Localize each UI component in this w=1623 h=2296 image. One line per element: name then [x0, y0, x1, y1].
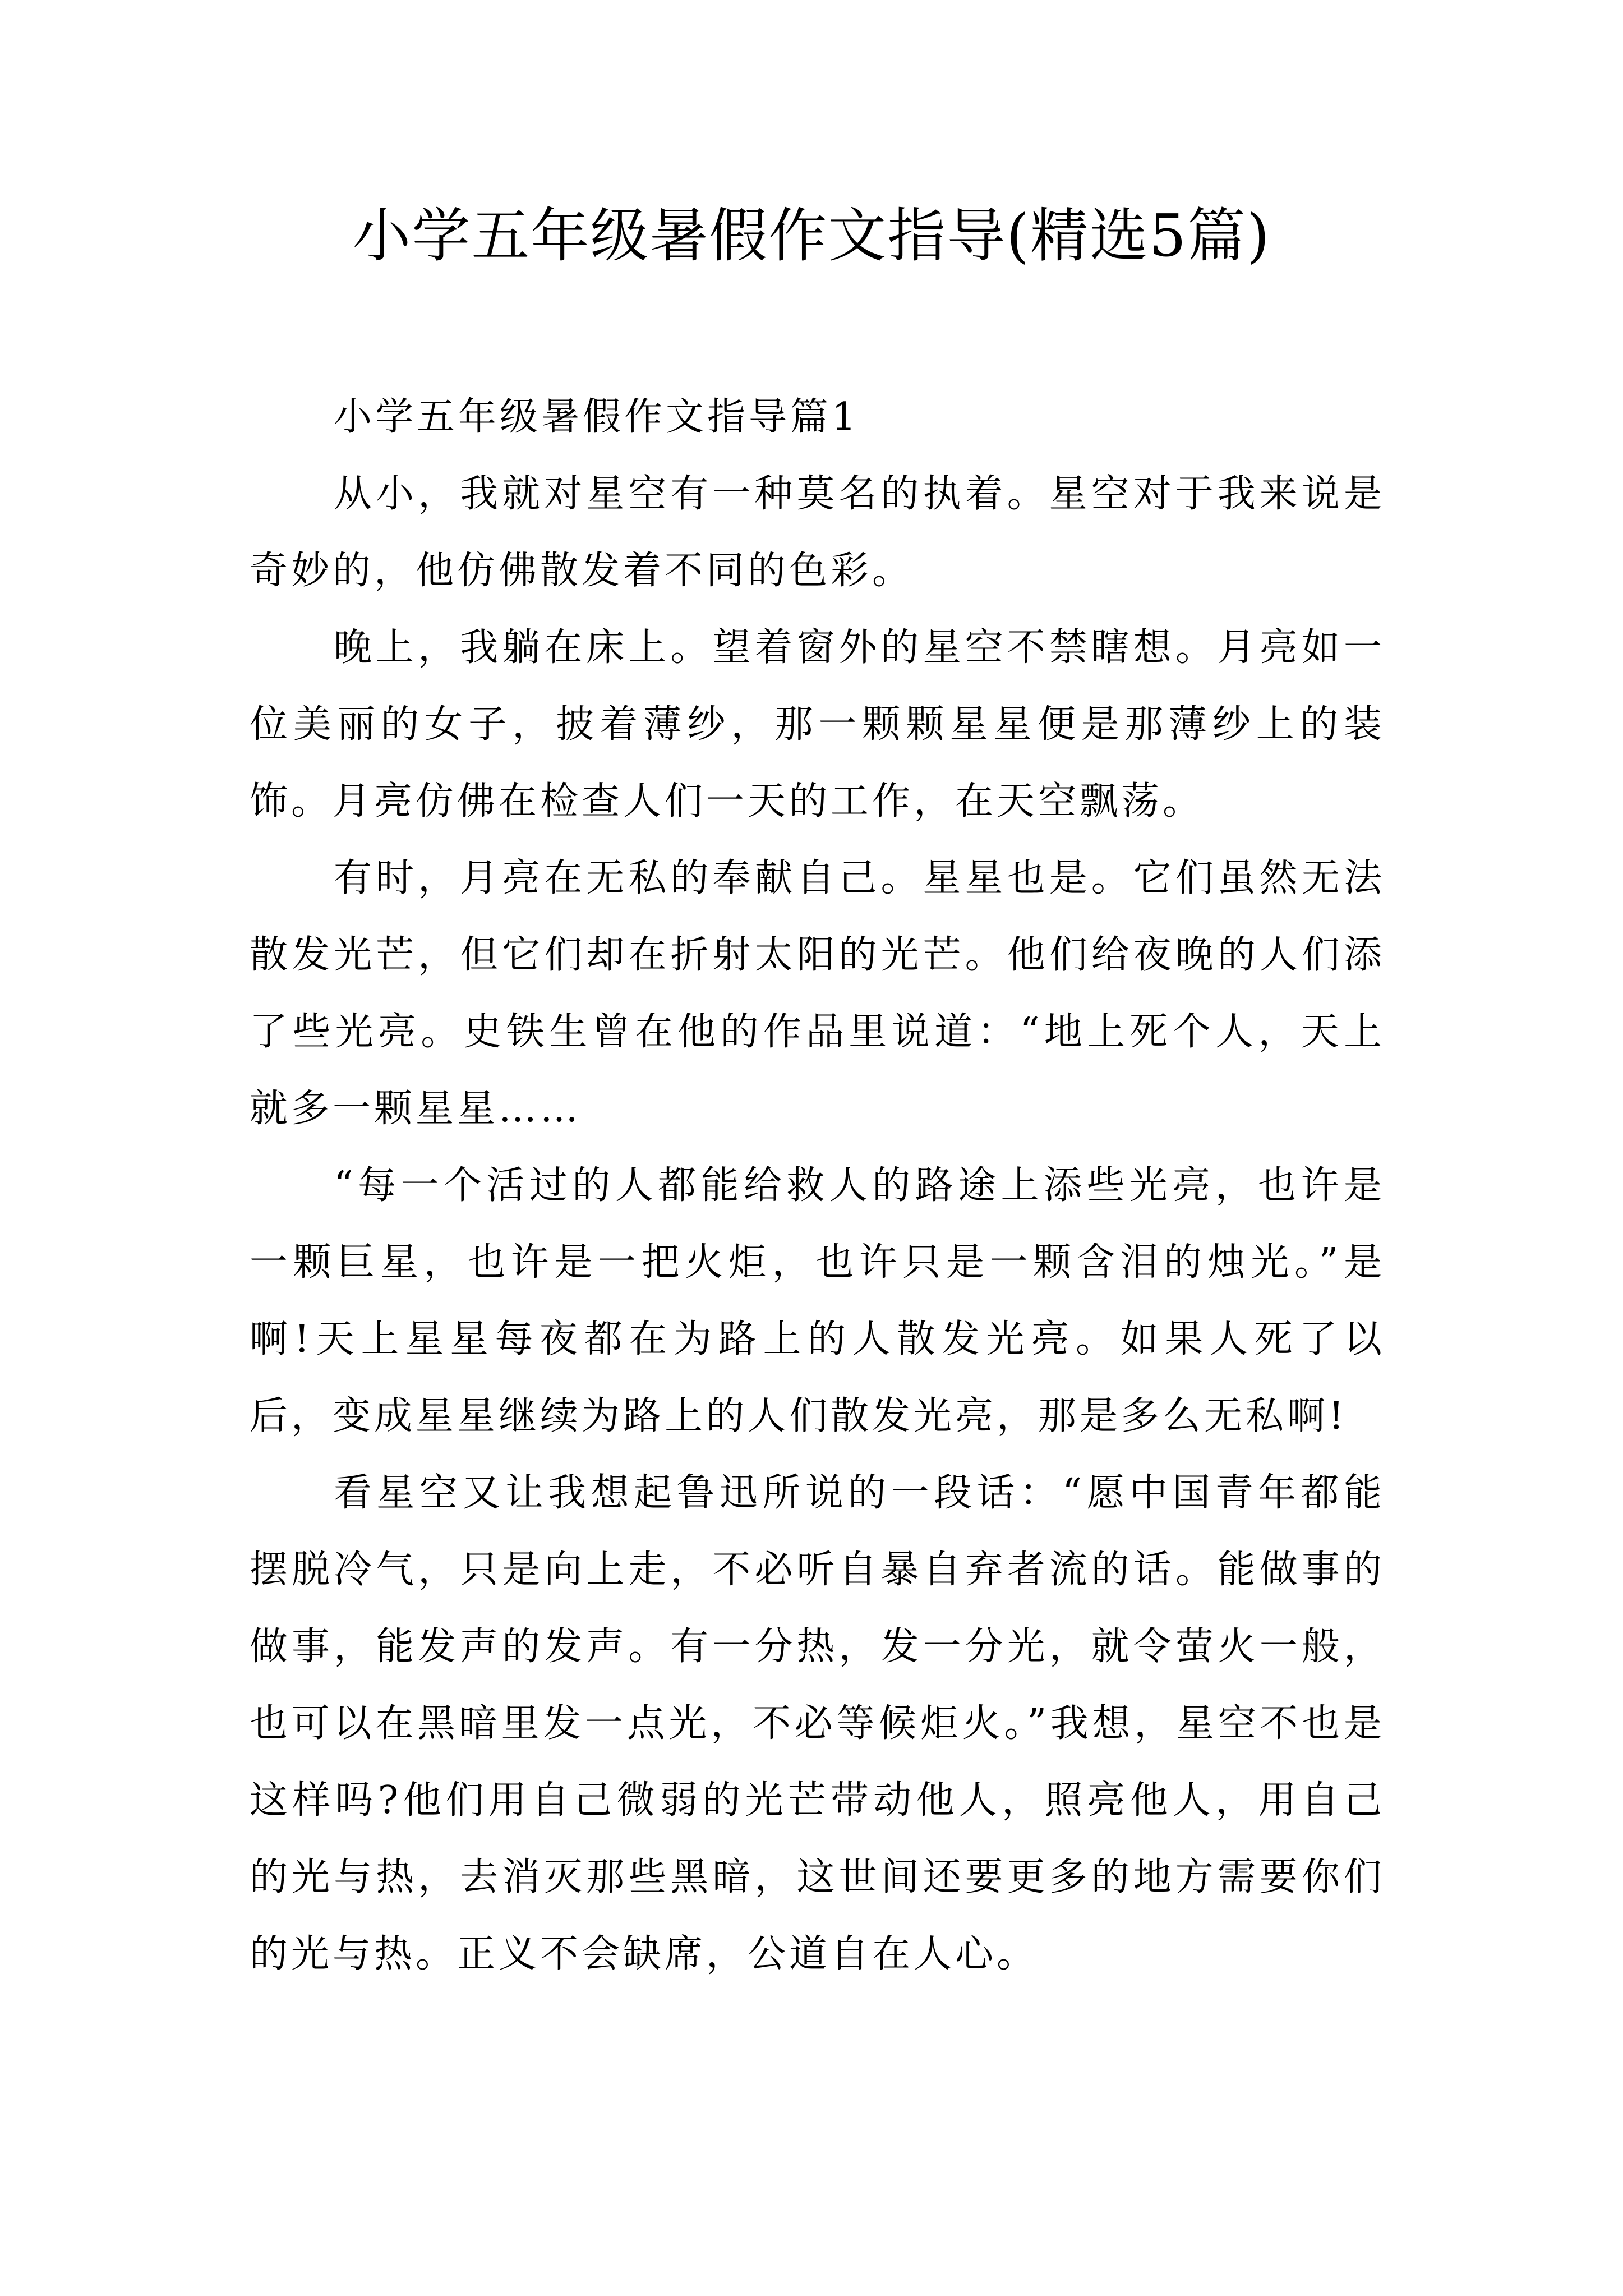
section-heading: 小学五年级暑假作文指导篇1	[334, 395, 860, 439]
document-body	[250, 379, 1385, 1993]
paragraph: 看星空又让我想起鲁迅所说的一段话：“愿中国青年都能摆脱冷气，只是向上走，不必听自暴自弃者流的话。能做事的做事，能发声的发声。有一分热，发一分光，就令萤火一般，也可以在黑暗里发一点光，不必等候炬火。”我想，星空不也是这样吗?他们用自己微弱的光芒带动他人，照亮他人，用自己的光与热，去消灭那些黑暗，这世间还要更多的地方需要你们的光与热。正义不会缺席，公道自在人心。	[250, 1471, 1385, 1976]
paragraph: 有时，月亮在无私的奉献自己。星星也是。它们虽然无法散发光芒，但它们却在折射太阳的光芒。他们给夜晚的人们添了些光亮。史铁生曾在他的作品里说道：“地上死个人，天上就多一颗星星……	[250, 856, 1385, 1131]
paragraph: 从小，我就对星空有一种莫名的执着。星空对于我来说是奇妙的，他仿佛散发着不同的色彩。	[250, 472, 1385, 593]
paragraph: 晚上，我躺在床上。望着窗外的星空不禁瞎想。月亮如一位美丽的女子，披着薄纱，那一颗颗星星便是那薄纱上的装饰。月亮仿佛在检查人们一天的工作，在天空飘荡。	[250, 625, 1385, 823]
paragraph: “每一个活过的人都能给救人的路途上添些光亮，也许是一颗巨星，也许是一把火炬，也许只是一颗含泪的烛光。”是啊!天上星星每夜都在为路上的人散发光亮。如果人死了以后，变成星星继续为路上的人们散发光亮，那是多么无私啊!	[250, 1163, 1385, 1438]
document-title: 小学五年级暑假作文指导(精选5篇)	[352, 201, 1271, 270]
